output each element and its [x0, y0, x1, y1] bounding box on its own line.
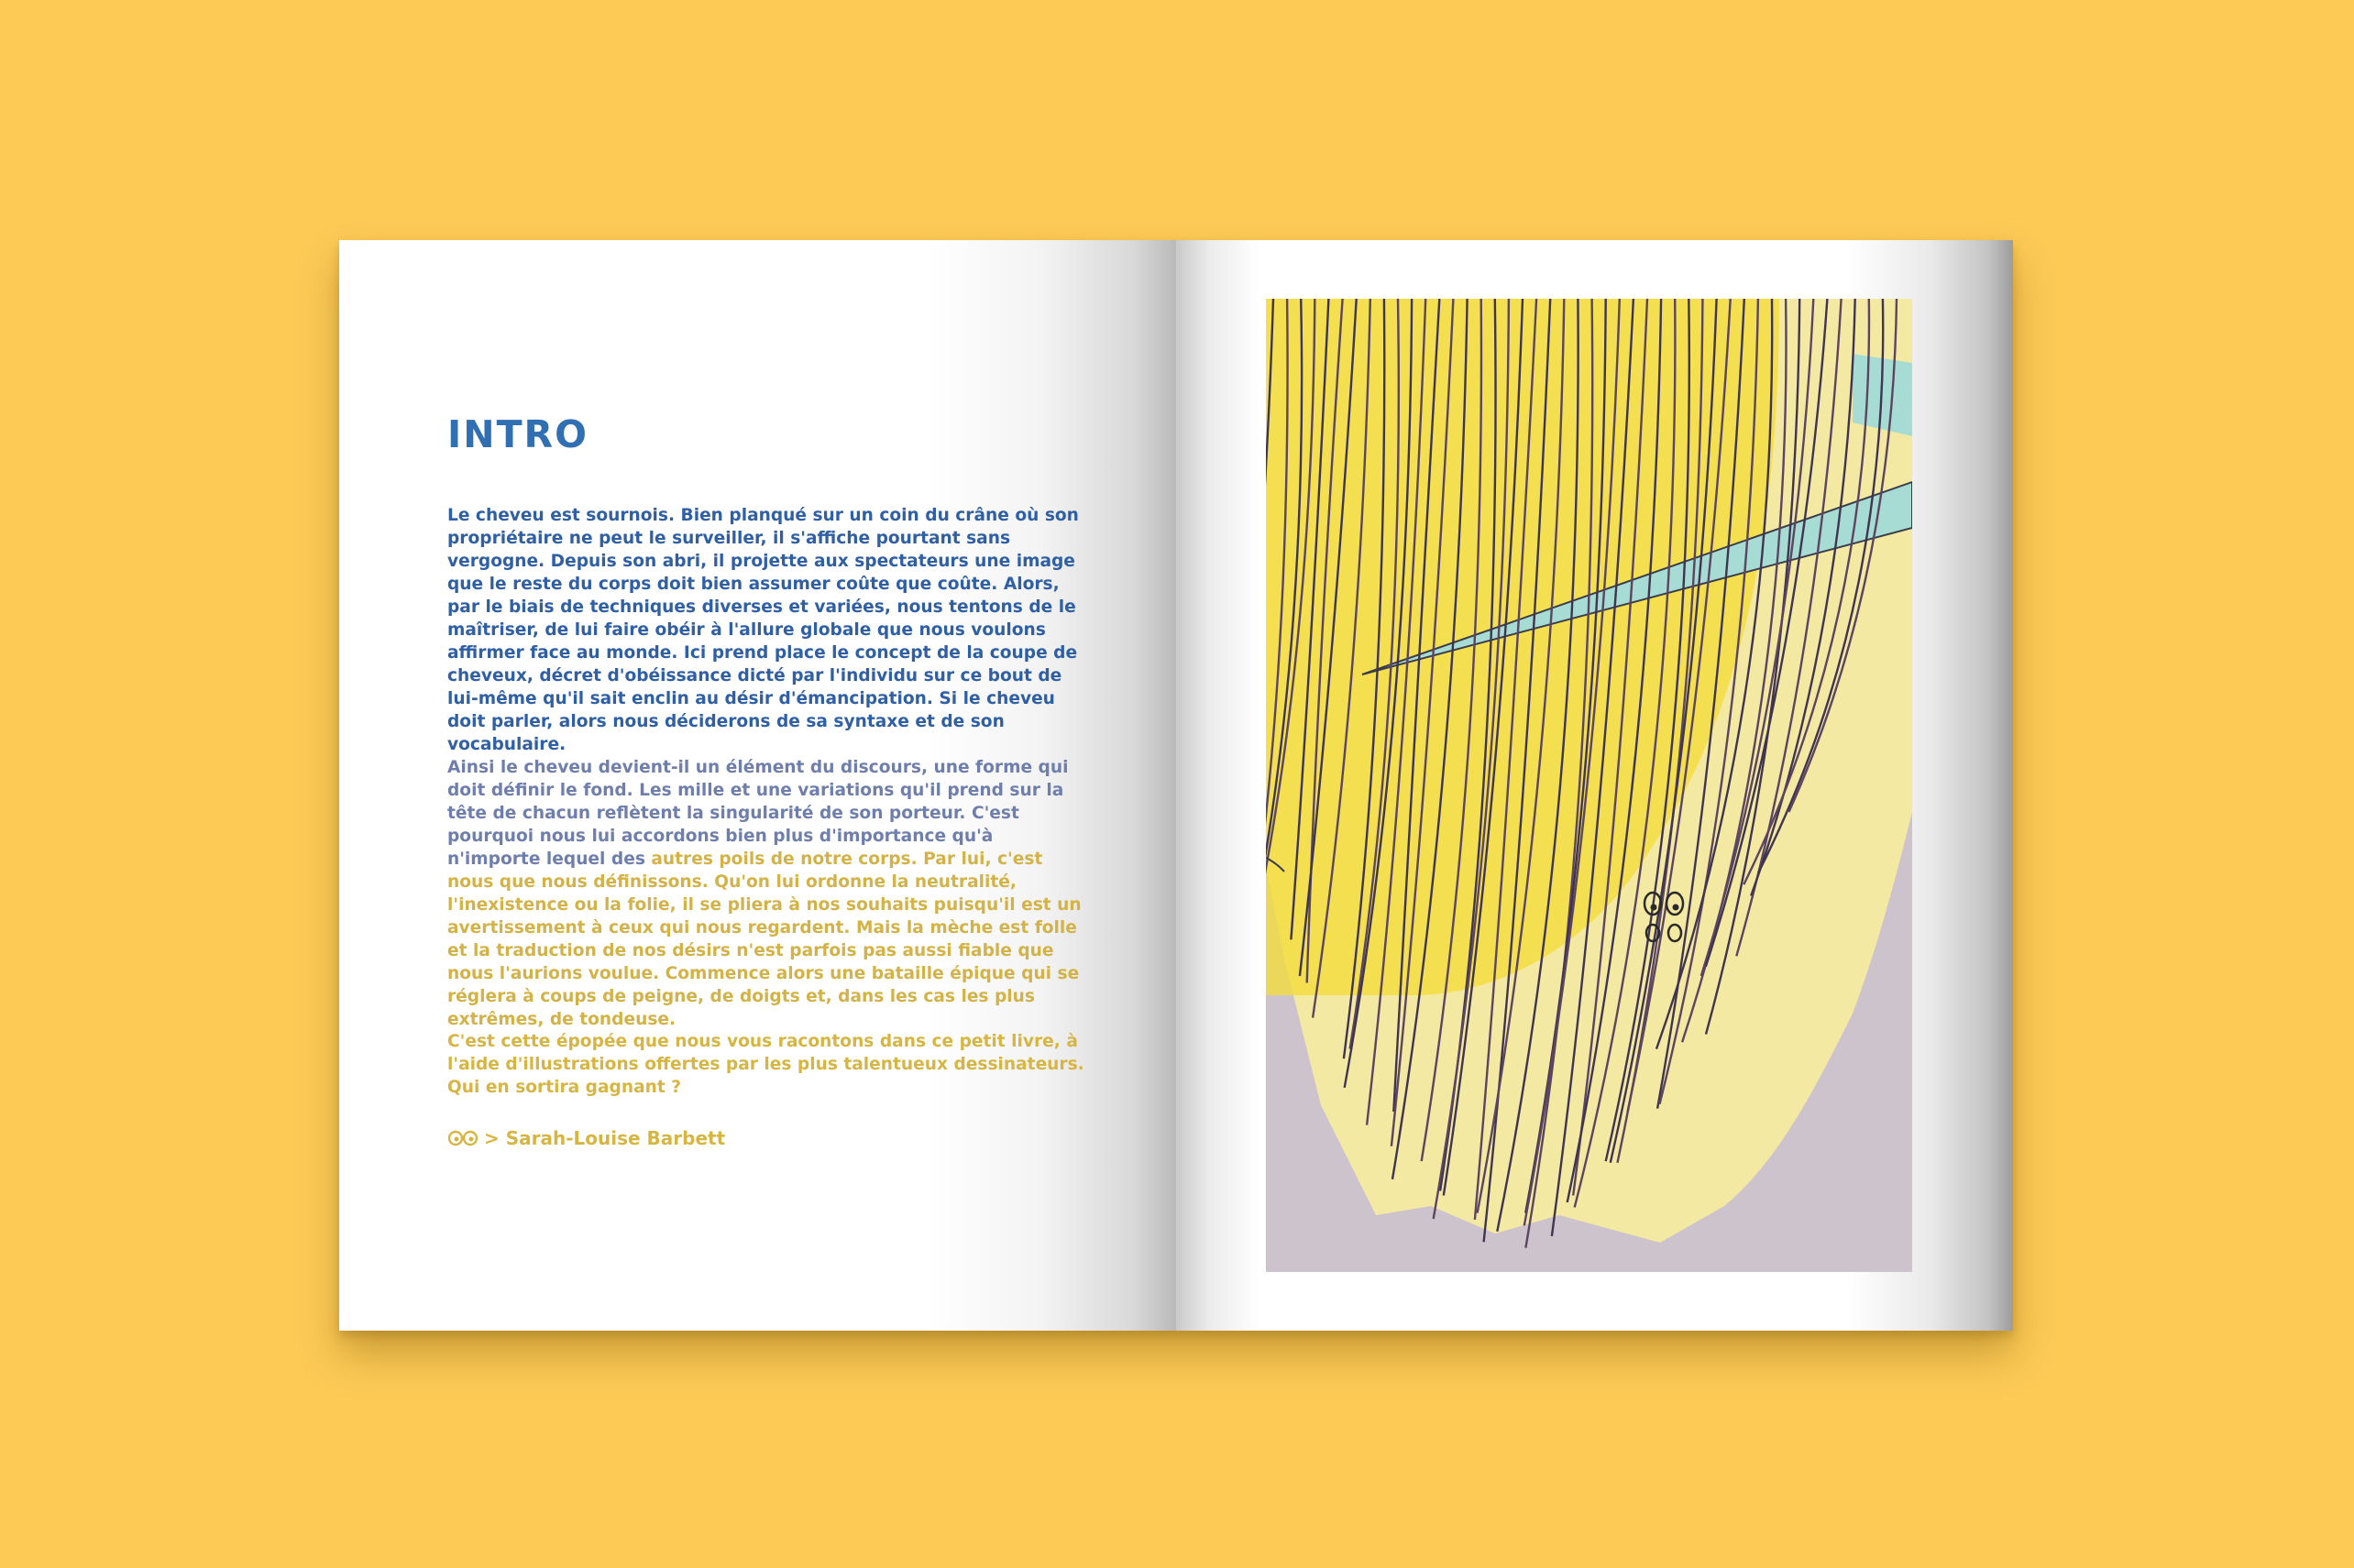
intro-paragraph-3: C'est cette épopée que nous vous racontons dans ce petit livre, à l'aide d'illustrations offertes par les plus talentueux dessinateurs. Qui en sortira gagnant ?	[447, 1032, 1084, 1097]
intro-paragraph-2	[447, 756, 1089, 1031]
author-signature	[447, 1127, 725, 1149]
intro-paragraph-1: Le cheveu est sournois. Bien planqué sur un coin du crâne où son propriétaire ne peut le surveiller, il s'affiche pourtant sans vergogne. Depuis son abri, il projette aux spectateurs une image que le reste du corps doit bien assumer coûte que coûte. Alors, par le biais de techniques diverses et variées, nous tentons de le maîtriser, de lui faire obéir à l'allure globale que nous voulons affirmer face au monde. Ici prend place le concept de la coupe de cheveux, décret d'obéissance dicté par l'individu sur ce bout de lui-même qu'il sait enclin au désir d'émancipation. Si le cheveu doit parler, alors nous déciderons de sa syntaxe et de son vocabulaire.	[447, 506, 1079, 754]
page-title: INTRO	[447, 412, 588, 456]
left-pupil	[1651, 905, 1657, 911]
author-name: > Sarah-Louise Barbett	[484, 1127, 726, 1149]
left-page	[339, 240, 1176, 1331]
paragraph-2-cool-text: Ainsi le cheveu devient-il un élément du discours, une forme qui doit définir le fond. Les mille et une variations qu'il prend sur la tête de chacun reflètent la singularité de son porteur. C'est pourquoi nous lui accordons bien plus d'importance qu'à n'importe lequel des	[447, 758, 1069, 869]
right-pupil	[1673, 905, 1679, 911]
hair-illustration	[1266, 299, 1912, 1272]
eyes-icon	[447, 1129, 478, 1147]
paragraph-2-warm-text: autres poils de notre corps. Par lui, c'est nous que nous définissons. Qu'on lui ordonne la neutralité, l'inexistence ou la folie, il se pliera à nos souhaits puisqu'il est un avertissement à ceux qui nous regardent. Mais la mèche est folle et la traduction de nos désirs n'est parfois pas aussi fiable que nous l'aurions voulue. Commence alors une bataille épique qui se réglera à coups de peigne, de doigts et, dans les cas les plus extrêmes, de tondeuse.	[447, 850, 1082, 1029]
